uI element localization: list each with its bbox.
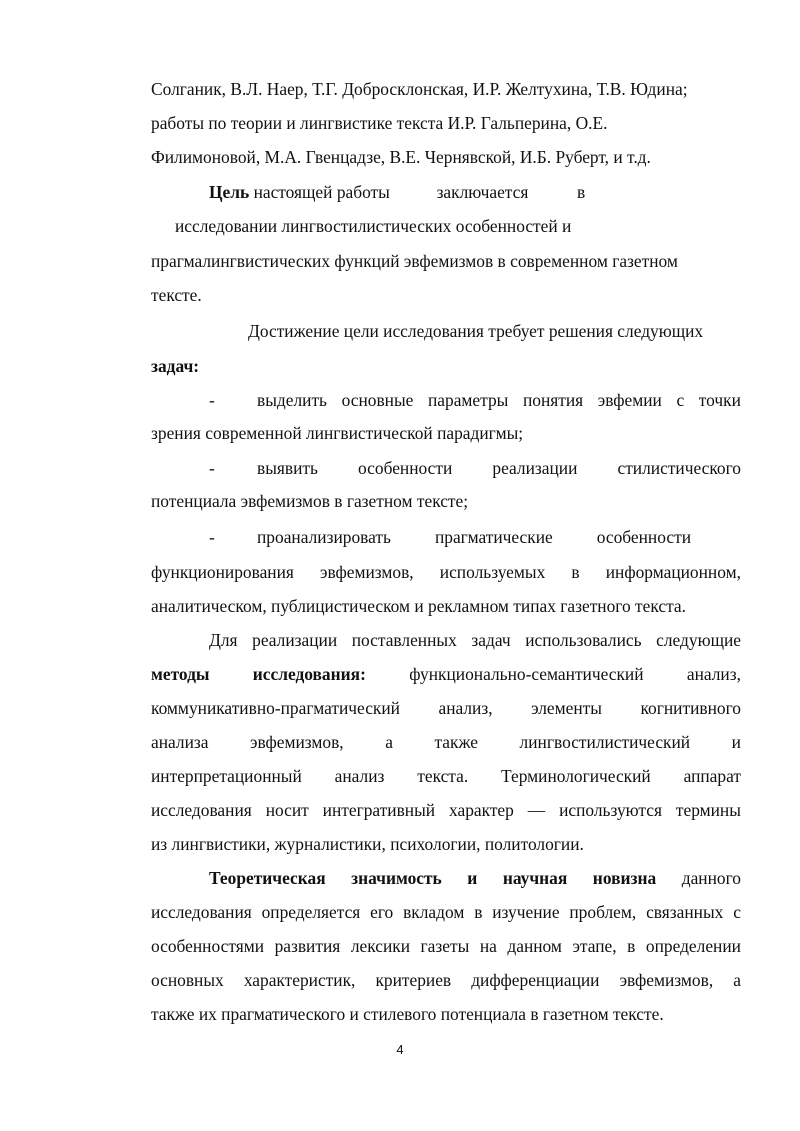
text: аналитическом, публицистическом и рекламном типах газетного текста. bbox=[151, 596, 686, 616]
methods-line-6 bbox=[151, 800, 741, 820]
word: основные bbox=[341, 390, 414, 410]
methods-label-word: исследования: bbox=[252, 664, 366, 684]
word: особенностями bbox=[151, 936, 265, 956]
word: данного bbox=[681, 868, 741, 888]
significance-label-word: Теоретическая bbox=[209, 868, 326, 888]
word: реализации bbox=[492, 458, 578, 478]
word: заключается bbox=[436, 182, 529, 202]
methods-label-word: методы bbox=[151, 664, 210, 684]
word: поставленных bbox=[351, 630, 457, 650]
word: элементы bbox=[531, 698, 602, 718]
word: связанных bbox=[646, 902, 724, 922]
word: стилистического bbox=[617, 458, 741, 478]
word: выявить bbox=[257, 458, 318, 478]
word: дифференциации bbox=[471, 970, 600, 990]
word: этапе, bbox=[572, 936, 617, 956]
word: проблем, bbox=[569, 902, 637, 922]
task-3-line-1 bbox=[257, 527, 691, 547]
dash: - bbox=[209, 390, 215, 410]
word: — bbox=[527, 800, 546, 820]
word: коммуникативно-прагматический bbox=[151, 698, 400, 718]
task-1-line-2 bbox=[151, 423, 741, 443]
word: эвфемизмов, bbox=[250, 732, 344, 752]
word: следующие bbox=[656, 630, 741, 650]
significance-label-word: научная bbox=[502, 868, 568, 888]
significance-line-5 bbox=[151, 1004, 741, 1024]
word: анализа bbox=[151, 732, 209, 752]
word: понятия bbox=[522, 390, 584, 410]
word: эвфемизмов, bbox=[619, 970, 714, 990]
task-2-dash bbox=[209, 458, 249, 478]
word: его bbox=[370, 902, 394, 922]
text: Солганик, В.Л. Наер, Т.Г. Добросклонская, И.Р. Желтухина, Т.В. Юдина; bbox=[151, 79, 688, 99]
word: текста. bbox=[417, 766, 469, 786]
word: анализ bbox=[334, 766, 385, 786]
task-3-dash bbox=[209, 527, 249, 547]
word: задач bbox=[471, 630, 511, 650]
task-2-line-2 bbox=[151, 491, 741, 511]
task-1-dash bbox=[209, 390, 249, 410]
word: информационном, bbox=[605, 562, 741, 582]
page-number: 4 bbox=[396, 1042, 404, 1057]
task-1-line-1 bbox=[257, 390, 741, 410]
text: Достижение цели исследования требует решения следующих bbox=[248, 321, 704, 341]
word: а bbox=[385, 732, 393, 752]
word: проанализировать bbox=[257, 527, 391, 547]
word: использовались bbox=[525, 630, 642, 650]
word: определяется bbox=[261, 902, 361, 922]
goal-line-4 bbox=[151, 285, 741, 305]
task-2-line-1 bbox=[257, 458, 741, 478]
word: изучение bbox=[492, 902, 560, 922]
word: а bbox=[733, 970, 741, 990]
word: эвфемии bbox=[597, 390, 662, 410]
word: особенности bbox=[358, 458, 453, 478]
goal-line-1 bbox=[209, 182, 599, 202]
significance-line-1 bbox=[209, 868, 741, 888]
text: также их прагматического и стилевого потенциала в газетном тексте. bbox=[151, 1004, 664, 1024]
word: функционально-семантический bbox=[409, 664, 644, 684]
text: Филимоновой, М.А. Гвенцадзе, В.Е. Чернявской, И.Б. Руберт, и т.д. bbox=[151, 147, 651, 167]
word: с bbox=[676, 390, 685, 410]
word: Для bbox=[209, 630, 238, 650]
text: из лингвистики, журналистики, психологии, политологии. bbox=[151, 834, 584, 854]
word: анализ, bbox=[686, 664, 741, 684]
word: настоящей bbox=[253, 182, 333, 202]
intro-line-2 bbox=[151, 113, 741, 133]
intro-line-3 bbox=[151, 147, 741, 167]
text: тексте. bbox=[151, 285, 202, 305]
significance-line-4 bbox=[151, 970, 741, 990]
word: прагматические bbox=[434, 527, 553, 547]
word: Терминологический bbox=[501, 766, 651, 786]
intro-line-1 bbox=[151, 79, 741, 99]
methods-line-1 bbox=[209, 630, 741, 650]
word: параметры bbox=[427, 390, 509, 410]
word: развития bbox=[274, 936, 341, 956]
word: анализ, bbox=[438, 698, 493, 718]
word: в bbox=[474, 902, 483, 922]
tasks-label bbox=[151, 356, 741, 376]
word: основных bbox=[151, 970, 224, 990]
word: с bbox=[733, 902, 741, 922]
word: эвфемизмов, bbox=[320, 562, 414, 582]
significance-label-word: новизна bbox=[592, 868, 657, 888]
word: газеты bbox=[420, 936, 470, 956]
word: аппарат bbox=[683, 766, 741, 786]
word: также bbox=[434, 732, 478, 752]
word: лексики bbox=[350, 936, 411, 956]
word: и bbox=[731, 732, 741, 752]
goal-line-3 bbox=[151, 251, 741, 271]
word: данном bbox=[507, 936, 562, 956]
methods-line-2 bbox=[151, 664, 741, 684]
dash: - bbox=[209, 527, 215, 547]
word: выделить bbox=[257, 390, 327, 410]
methods-line-4 bbox=[151, 732, 741, 752]
dash: - bbox=[209, 458, 215, 478]
word: работы bbox=[336, 182, 390, 202]
word: в bbox=[577, 182, 586, 202]
word: термины bbox=[675, 800, 741, 820]
word: вкладом bbox=[403, 902, 465, 922]
tasks-intro bbox=[248, 321, 741, 341]
word: функционирования bbox=[151, 562, 294, 582]
word: интегративный bbox=[322, 800, 436, 820]
goal-label: Цель bbox=[209, 182, 250, 202]
significance-line-3 bbox=[151, 936, 741, 956]
text: задач: bbox=[151, 356, 200, 376]
word: на bbox=[479, 936, 497, 956]
word: особенности bbox=[596, 527, 691, 547]
word: исследования bbox=[151, 902, 252, 922]
word: точки bbox=[698, 390, 741, 410]
word: характеристик, bbox=[243, 970, 356, 990]
text: прагмалингвистических функций эвфемизмов в современном газетном bbox=[151, 251, 678, 271]
text: исследовании лингвостилистических особенностей и bbox=[175, 216, 572, 236]
word: когнитивного bbox=[640, 698, 741, 718]
methods-line-5 bbox=[151, 766, 741, 786]
word: лингвостилистический bbox=[519, 732, 691, 752]
word: реализации bbox=[252, 630, 338, 650]
word: носит bbox=[265, 800, 309, 820]
word: критериев bbox=[375, 970, 452, 990]
goal-line-2 bbox=[175, 216, 765, 236]
word: интерпретационный bbox=[151, 766, 302, 786]
significance-line-2 bbox=[151, 902, 741, 922]
text: работы по теории и лингвистике текста И.Р. Гальперина, О.Е. bbox=[151, 113, 608, 133]
text: потенциала эвфемизмов в газетном тексте; bbox=[151, 491, 469, 511]
text: зрения современной лингвистической парадигмы; bbox=[151, 423, 524, 443]
word: определении bbox=[645, 936, 741, 956]
word: используемых bbox=[439, 562, 546, 582]
methods-line-3 bbox=[151, 698, 741, 718]
significance-label-word: и bbox=[467, 868, 478, 888]
task-3-line-3 bbox=[151, 596, 741, 616]
word: исследования bbox=[151, 800, 252, 820]
word: характер bbox=[449, 800, 514, 820]
methods-line-7 bbox=[151, 834, 741, 854]
word: используются bbox=[559, 800, 662, 820]
word: в bbox=[627, 936, 636, 956]
task-3-line-2 bbox=[151, 562, 741, 582]
word: в bbox=[571, 562, 580, 582]
significance-label-word: значимость bbox=[351, 868, 442, 888]
